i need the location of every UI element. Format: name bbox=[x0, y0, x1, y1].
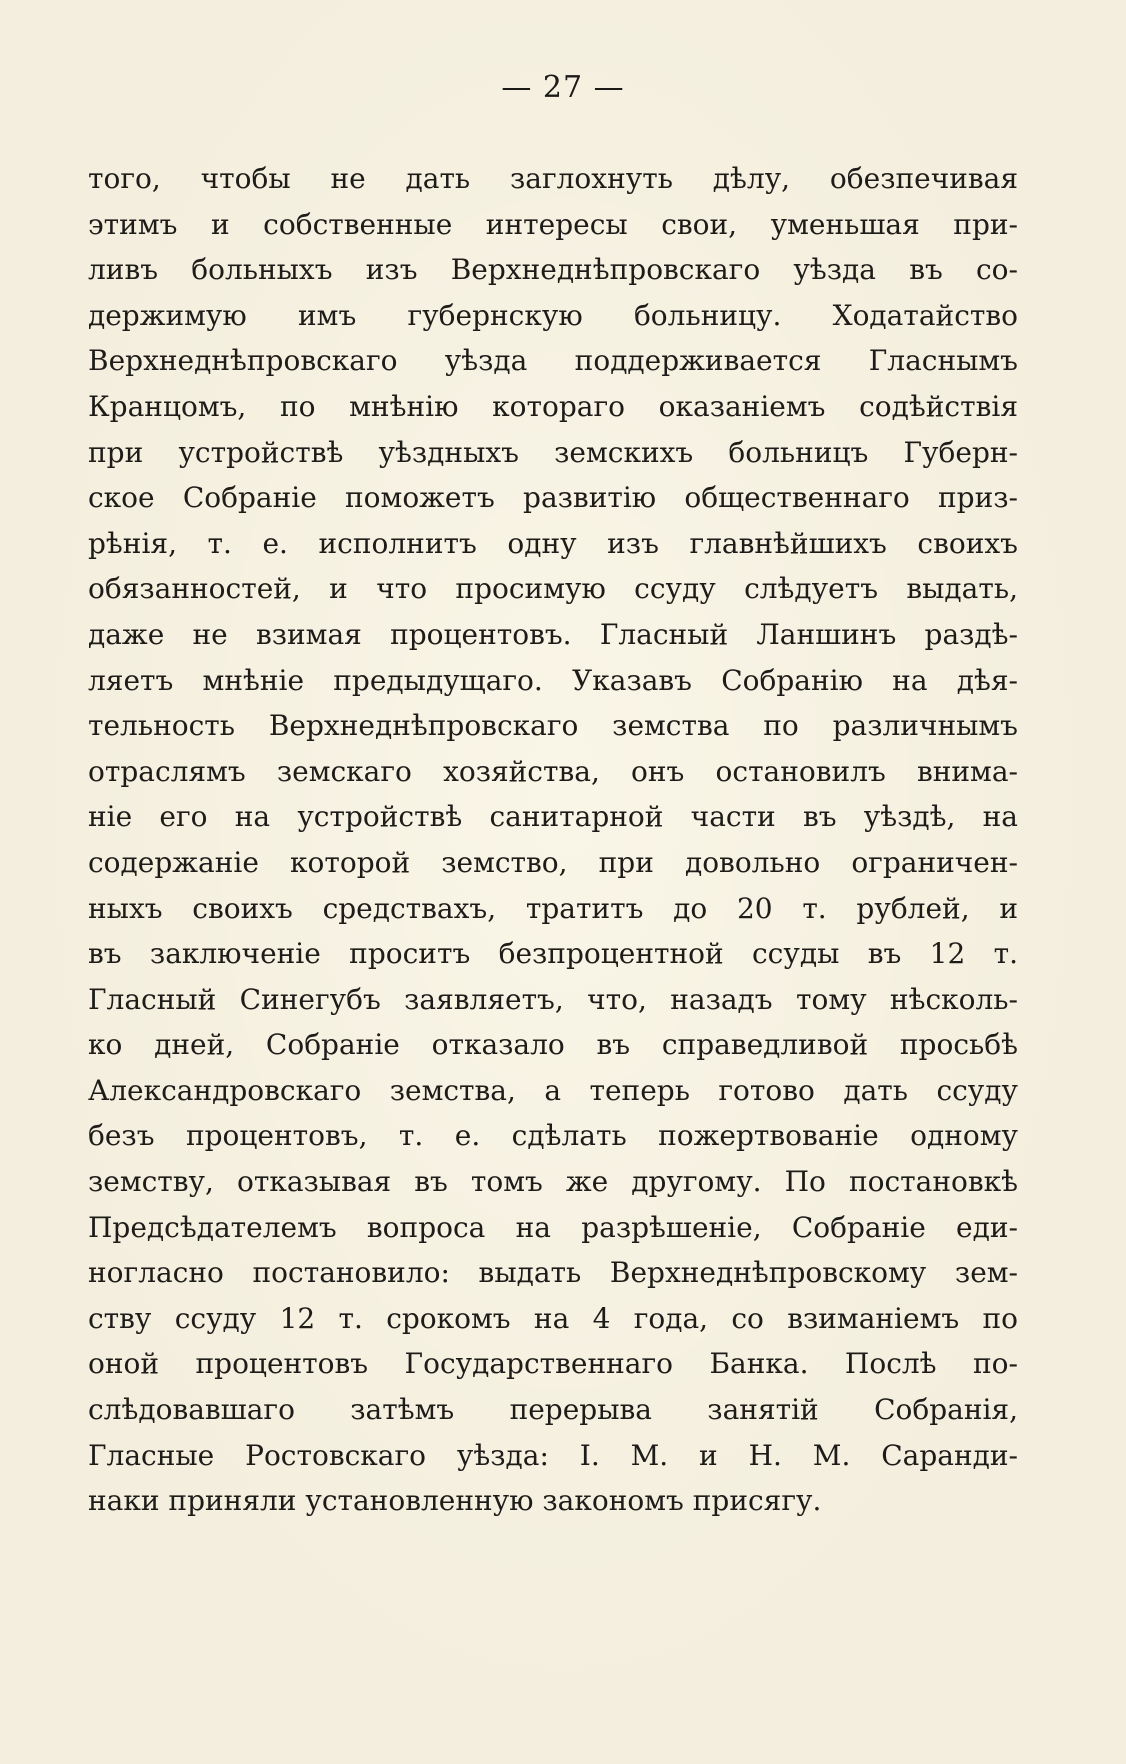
text-line: содержаніе которой земство, при довольно ограничен- bbox=[88, 845, 1018, 879]
text-line: безъ процентовъ, т. е. сдѣлать пожертвованіе одному bbox=[88, 1119, 1018, 1153]
text-line: даже не взимая процентовъ. Гласный Ланшинъ раздѣ- bbox=[88, 617, 1018, 651]
text-line: этимъ и собственные интересы свои, уменьшая при- bbox=[88, 207, 1018, 241]
text-line: Александровскаго земства, а теперь готово дать ссуду bbox=[88, 1073, 1018, 1107]
text-line: оной процентовъ Государственнаго Банка. Послѣ по- bbox=[88, 1347, 1018, 1381]
text-line: земству, отказывая въ томъ же другому. По постановкѣ bbox=[88, 1165, 1018, 1199]
text-line: ніе его на устройствѣ санитарной части въ уѣздѣ, на bbox=[88, 800, 1018, 834]
text-body bbox=[88, 156, 1018, 1524]
text-line: наки приняли установленную закономъ присягу. bbox=[88, 1484, 822, 1518]
text-line: Предсѣдателемъ вопроса на разрѣшеніе, Собраніе еди- bbox=[88, 1210, 1018, 1244]
text-line: ногласно постановило: выдать Верхнеднѣпровскому зем- bbox=[88, 1256, 1018, 1290]
text-line: рѣнія, т. е. исполнитъ одну изъ главнѣйшихъ своихъ bbox=[88, 526, 1018, 560]
text-line: ко дней, Собраніе отказало въ справедливой просьбѣ bbox=[88, 1028, 1018, 1062]
text-line: Гласный Синегубъ заявляетъ, что, назадъ тому нѣсколь- bbox=[88, 982, 1018, 1016]
page-number: — 27 — bbox=[501, 70, 625, 105]
text-line: того, чтобы не дать заглохнуть дѣлу, обезпечивая bbox=[88, 162, 1018, 195]
text-line: обязанностей, и что просимую ссуду слѣдуетъ выдать, bbox=[88, 572, 1018, 606]
text-line: отраслямъ земскаго хозяйства, онъ остановилъ внима- bbox=[88, 754, 1018, 788]
text-line: при устройствѣ уѣздныхъ земскихъ больницъ Губерн- bbox=[88, 435, 1018, 469]
text-line: ляетъ мнѣніе предыдущаго. Указавъ Собранію на дѣя- bbox=[88, 663, 1018, 697]
text-line: слѣдовавшаго затѣмъ перерыва занятій Собранія, bbox=[88, 1393, 1018, 1427]
text-line: держимую имъ губернскую больницу. Ходатайство bbox=[88, 298, 1018, 332]
text-line: тельность Верхнеднѣпровскаго земства по различнымъ bbox=[88, 709, 1018, 743]
text-line: ству ссуду 12 т. срокомъ на 4 года, со взиманіемъ по bbox=[88, 1301, 1018, 1335]
text-line: ливъ больныхъ изъ Верхнеднѣпровскаго уѣзда въ со- bbox=[88, 253, 1018, 287]
text-line: Верхнеднѣпровскаго уѣзда поддерживается Гласнымъ bbox=[88, 344, 1018, 378]
text-line: ское Собраніе поможетъ развитію общественнаго приз- bbox=[88, 481, 1018, 515]
text-line: ныхъ своихъ средствахъ, тратитъ до 20 т. рублей, и bbox=[88, 891, 1018, 925]
text-line: въ заключеніе проситъ безпроцентной ссуды въ 12 т. bbox=[88, 937, 1018, 971]
text-line: Кранцомъ, по мнѣнію котораго оказаніемъ содѣйствія bbox=[88, 389, 1018, 423]
text-line: Гласные Ростовскаго уѣзда: І. М. и Н. М. Саранди- bbox=[88, 1438, 1018, 1472]
